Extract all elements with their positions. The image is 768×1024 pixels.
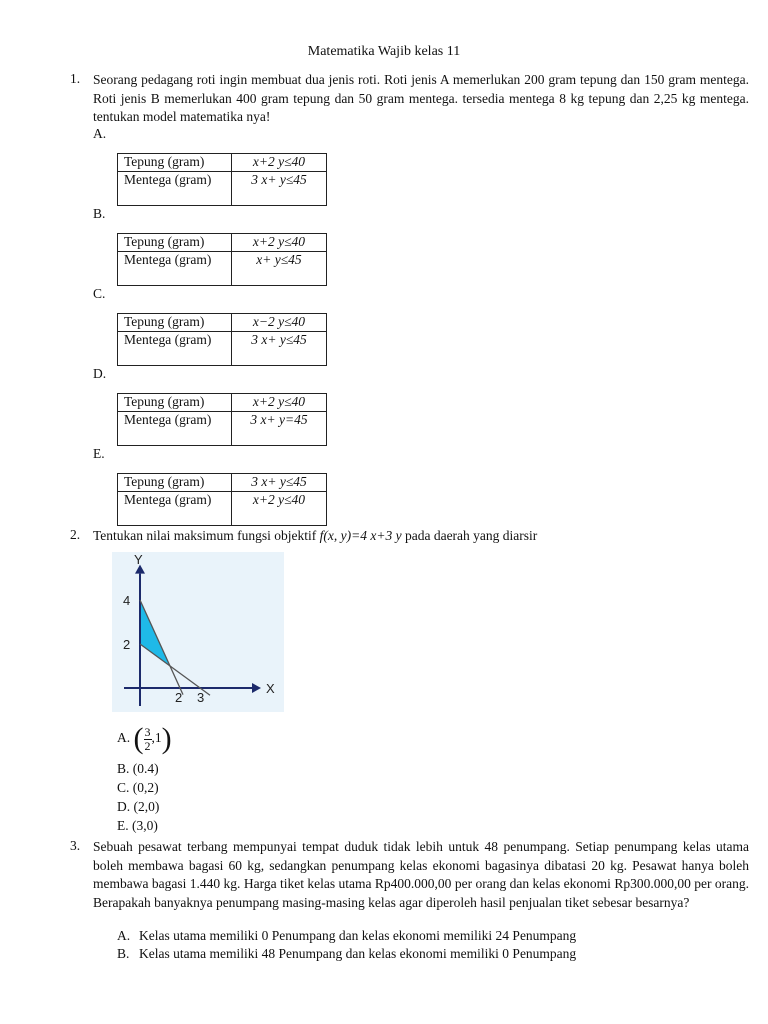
- q2-option-e-letter: E.: [117, 818, 129, 833]
- table-cell: 3 x+ y=45: [232, 412, 327, 446]
- question-1-text: Seorang pedagang roti ingin membuat dua jenis roti. Roti jenis A memerlukan 200 gram tepung dan 150 gram mentega. Roti jenis B memerlukan 400 gram tepung dan 50 gram mentega. tersedia mentega 8 kg tepung dan 2,25 kg mentega. tentukan model matematika nya!: [93, 72, 749, 125]
- table-cell: x+ y≤45: [232, 252, 327, 286]
- question-3-number: 3.: [70, 838, 81, 853]
- q1-option-b-table: [117, 233, 327, 286]
- x-tick-label: 2: [175, 690, 183, 705]
- q2-option-c-letter: C.: [117, 780, 130, 795]
- table-cell: Tepung (gram): [118, 394, 232, 412]
- q2-option-d-letter: D.: [117, 799, 131, 814]
- question-3-text: Sebuah pesawat terbang mempunyai tempat duduk tidak lebih untuk 48 penumpang. Setiap penumpang kelas utama boleh membawa bagasi 60 kg, sedangkan penumpang kelas ekonomi bagasinya dibatasi 20 kg. Pesawat hanya boleh membawa bagasi 1.440 kg. Harga tiket kelas utama Rp400.000,00 per orang dan kelas ekonomi Rp300.000,00 per orang. Berapakah banyaknya penumpang masing-masing kelas agar diperoleh hasil penjualan tiket sebesar besarnya?: [93, 839, 749, 910]
- q1-option-c-table: [117, 313, 327, 366]
- table-cell: Tepung (gram): [118, 314, 232, 332]
- fraction-numerator: 3: [144, 724, 151, 739]
- q1-option-b-letter: B.: [93, 206, 106, 221]
- fraction-denominator: 2: [144, 738, 151, 753]
- q2-option-d-value: (2,0): [133, 799, 160, 814]
- table-cell: 3 x+ y≤45: [232, 474, 327, 492]
- table-cell: 3 x+ y≤45: [232, 172, 327, 206]
- q3-option-a-text: Kelas utama memiliki 0 Penumpang dan kelas ekonomi memiliki 24 Penumpang: [139, 928, 577, 943]
- right-paren: ): [161, 722, 172, 755]
- x-tick-label: 3: [197, 690, 205, 705]
- y-tick-label: 4: [123, 593, 131, 608]
- table-cell: Tepung (gram): [118, 154, 232, 172]
- q1-option-d-letter: D.: [93, 366, 107, 381]
- q2-option-a-letter: A.: [117, 730, 131, 746]
- objective-function: f(x, y)=4 x+3 y: [319, 528, 402, 543]
- table-cell: Mentega (gram): [118, 172, 232, 206]
- q2-option-d: [117, 799, 159, 815]
- table-cell: Tepung (gram): [118, 474, 232, 492]
- table-cell: Mentega (gram): [118, 412, 232, 446]
- q3-option-b-text: Kelas utama memiliki 48 Penumpang dan kelas ekonomi memiliki 0 Penumpang: [139, 946, 577, 961]
- q1-option-a-letter: A.: [93, 126, 107, 141]
- q1-option-a-table: [117, 153, 327, 206]
- question-2-number: 2.: [70, 527, 81, 542]
- left-paren: (: [133, 722, 144, 755]
- question-2-text: [93, 527, 749, 546]
- q1-option-e-letter: E.: [93, 446, 105, 461]
- q2-option-c-value: (0,2): [132, 780, 159, 795]
- table-cell: x+2 y≤40: [232, 394, 327, 412]
- q2-option-b: [117, 761, 159, 777]
- table-cell: Mentega (gram): [118, 492, 232, 526]
- q2-option-e: [117, 818, 158, 834]
- table-cell: Mentega (gram): [118, 332, 232, 366]
- page-title: Matematika Wajib kelas 11: [307, 44, 461, 59]
- q2-option-b-letter: B.: [117, 761, 130, 776]
- q2-option-e-value: (3,0): [132, 818, 158, 833]
- question-2-text-after: pada daerah yang diarsir: [401, 528, 538, 543]
- table-cell: x+2 y≤40: [232, 492, 327, 526]
- table-cell: Tepung (gram): [118, 234, 232, 252]
- x-axis-label: X: [266, 681, 275, 696]
- feasible-region-graph: [112, 552, 284, 712]
- q3-option-b: [117, 946, 576, 962]
- table-cell: Mentega (gram): [118, 252, 232, 286]
- q1-option-c-letter: C.: [93, 286, 106, 301]
- table-cell: x+2 y≤40: [232, 234, 327, 252]
- q2-option-a: [117, 722, 172, 756]
- q2-option-a-rest: ,1: [151, 730, 162, 746]
- question-1-number: 1.: [70, 71, 81, 86]
- q2-option-b-value: (0.4): [132, 761, 159, 776]
- y-axis-label: Y: [134, 552, 143, 567]
- question-2-text-before: Tentukan nilai maksimum fungsi objektif: [93, 528, 320, 543]
- q3-option-a: [117, 928, 576, 944]
- fraction: [144, 726, 152, 753]
- q2-option-c: [117, 780, 159, 796]
- q3-option-b-letter: B.: [117, 946, 130, 961]
- q3-option-a-letter: A.: [117, 928, 131, 943]
- table-cell: x−2 y≤40: [232, 314, 327, 332]
- table-cell: x+2 y≤40: [232, 154, 327, 172]
- y-tick-label: 2: [123, 637, 131, 652]
- table-cell: 3 x+ y≤45: [232, 332, 327, 366]
- q1-option-e-table: [117, 473, 327, 526]
- q1-option-d-table: [117, 393, 327, 446]
